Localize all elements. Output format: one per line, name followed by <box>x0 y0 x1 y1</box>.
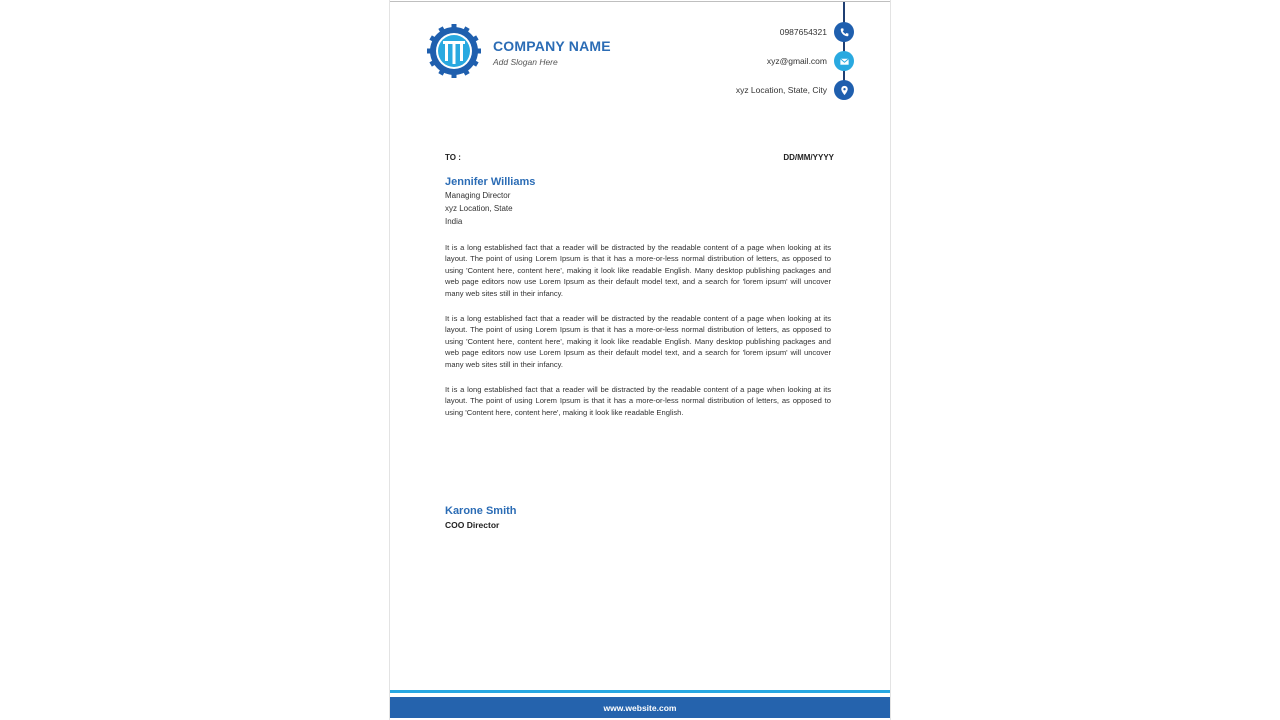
recipient-country: India <box>445 217 463 226</box>
body-paragraph-1: It is a long established fact that a reader will be distracted by the readable content of a page when looking at its layout. The point of using Lorem Ipsum is that it has a more-or-less normal distribution of letters, as opposed to using 'Content here, content here', making it look like readable English. Many desktop publishing packages and web page editors now use Lorem Ipsum as their default model text, and a search for 'lorem ipsum' will uncover many web sites still in their infancy. <box>445 243 831 298</box>
contact-phone: 0987654321 <box>779 27 827 37</box>
company-name: COMPANY NAME <box>493 38 611 54</box>
recipient-address: xyz Location, State <box>445 204 513 213</box>
body-paragraph-2: It is a long established fact that a reader will be distracted by the readable content of a page when looking at its layout. The point of using Lorem Ipsum is that it has a more-or-less normal distribution of letters, as opposed to using 'Content here, content here', making it look like readable English. Many desktop publishing packages and web page editors now use Lorem Ipsum as their default model text, and a search for 'lorem ipsum' will uncover many web sites still in their infancy. <box>445 314 831 369</box>
phone-icon <box>834 22 854 42</box>
location-icon <box>834 80 854 100</box>
footer-accent-rule <box>390 690 890 693</box>
body-paragraph-3: It is a long established fact that a reader will be distracted by the readable content of a page when looking at its layout. The point of using Lorem Ipsum is that it has a more-or-less normal distribution of letters, as opposed to using 'Content here, content here', making it look like readable English. <box>445 385 831 417</box>
company-slogan: Add Slogan Here <box>493 57 558 67</box>
recipient-name: Jennifer Williams <box>445 176 536 188</box>
company-logo-icon <box>427 24 481 78</box>
signer-name: Karone Smith <box>445 505 517 517</box>
top-rule <box>390 1 890 2</box>
footer-bar <box>390 697 890 718</box>
contact-location: xyz Location, State, City <box>735 85 827 95</box>
signer-title: COO Director <box>445 520 500 530</box>
company-block <box>493 38 611 67</box>
mail-icon <box>834 51 854 71</box>
recipient-title: Managing Director <box>445 191 511 200</box>
letterhead-page <box>389 0 891 720</box>
website-link[interactable]: www.website.com <box>603 702 677 713</box>
contact-email: xyz@gmail.com <box>766 56 827 66</box>
to-label: TO : <box>445 153 461 162</box>
date-placeholder: DD/MM/YYYY <box>783 153 834 162</box>
